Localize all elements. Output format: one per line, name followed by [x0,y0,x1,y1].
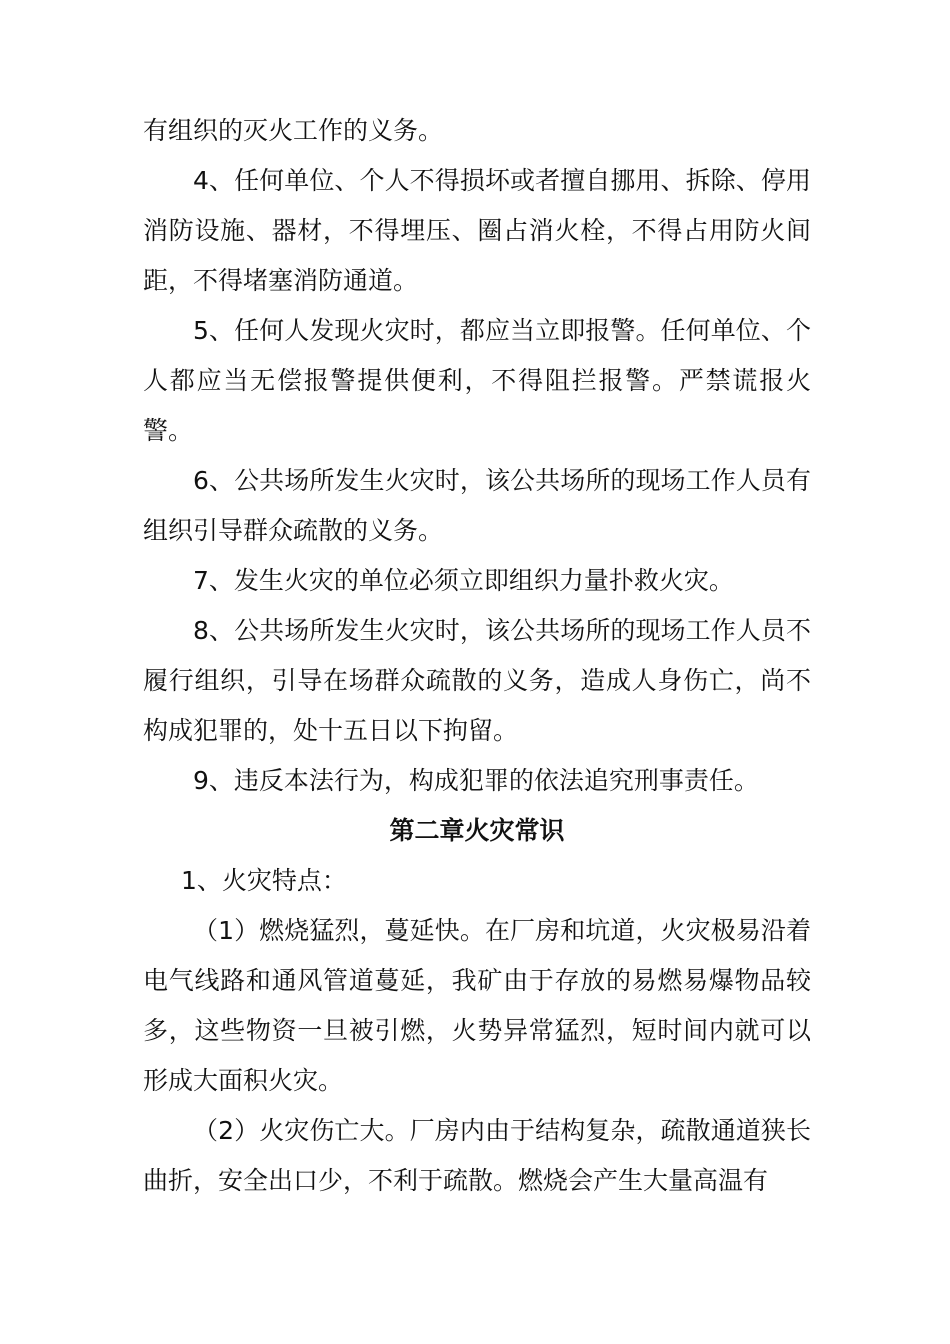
paragraph-subitem-1: （1）燃烧猛烈，蔓延快。在厂房和坑道，火灾极易沿着电气线路和通风管道蔓延，我矿由于存放的易燃易爆物品较多，这些物资一旦被引燃，火势异常猛烈，短时间内就可以形成大面积火灾。 [143,916,811,1095]
paragraph-item-9: 9、违反本法行为，构成犯罪的依法追究刑事责任。 [193,766,759,795]
paragraph-item-4: 4、任何单位、个人不得损坏或者擅自挪用、拆除、停用消防设施、器材，不得埋压、圈占消火栓，不得占用防火间距，不得堵塞消防通道。 [143,166,811,295]
paragraph-item-8: 8、公共场所发生火灾时，该公共场所的现场工作人员不履行组织，引导在场群众疏散的义务，造成人身伤亡，尚不构成犯罪的，处十五日以下拘留。 [143,616,811,745]
paragraph-item-5: 5、任何人发现火灾时，都应当立即报警。任何单位、个人都应当无偿报警提供便利，不得阻拦报警。严禁谎报火警。 [143,316,811,445]
paragraph-continuation: 有组织的灭火工作的义务。 [143,116,444,145]
paragraph-item-7: 7、发生火灾的单位必须立即组织力量扑救火灾。 [193,566,734,595]
paragraph-item-6: 6、公共场所发生火灾时，该公共场所的现场工作人员有组织引导群众疏散的义务。 [143,466,811,545]
document-body [143,106,811,1206]
paragraph-subitem-2: （2）火灾伤亡大。厂房内由于结构复杂，疏散通道狭长曲折，安全出口少，不利于疏散。燃烧会产生大量高温有 [143,1116,811,1195]
chapter-heading: 第二章火灾常识 [389,816,565,845]
section-title: 1、火灾特点： [181,866,347,895]
